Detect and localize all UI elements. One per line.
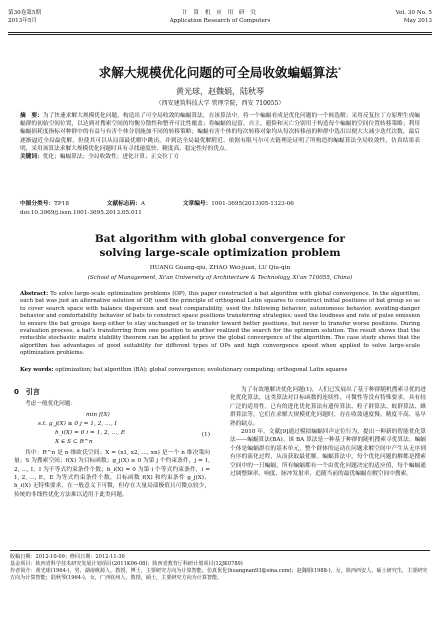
intro-sentence: 考虑一般优化问题： (25, 401, 77, 408)
equation-line: h_i(X) = 0 i = 1, 2, …, E (55, 429, 126, 436)
doc-code-field: 文献标志码：A (106, 201, 146, 207)
body-right-column (230, 386, 426, 478)
keywords-en-text: optimization; bat algorithm (BA); global convergence; evolutionary computing; orthogonal Latin squares (55, 367, 348, 373)
keywords-en (20, 367, 420, 374)
footnote-bio: 作者简介：黄光球(1964-)，男，湖南桃源人，教授，博士，主要研究方向为计算智能、仿真优化(huangnan93@sina.com)；赵魏娟(1988-)，女，陕西西安人，硕士研究生，主要研究方向为计算智能；陆秋琴(1964-)，女，广西钦州人，教授，硕士，主要研究方向为计算智能。 (10, 568, 428, 581)
running-header (8, 6, 432, 33)
paragraph: 2010 年，文献[9]通过模拟蝙蝠回声定位行为，提出一种新的智能优化算法——蝙蝠算法(BA)。该 BA 算法是一种基于种群的随机搜索寻优算法。蝙蝠个体是蝙蝠群在的基本单元，整个群体的运动在问题求解空间中产生从无序到有序的演化过程，从而获取最优解。蝙蝠算法中，每个优化问题的解都是搜索空间中的一只蝙蝠，所有蝙蝠都有一个由优化问题决定的适应值，每个蝙蝠通过调整频率、响度、脉冲发射率，追随当前的最优蝙蝠在解空间中搜索。 (230, 429, 426, 478)
equation-line: X ∈ S ⊂ R^n (55, 438, 93, 445)
date-cn: 2013年5月 (8, 18, 37, 24)
classification-line (20, 200, 420, 208)
footnote-fund: 基金项目：陕西省科学技术研究发展计划项目(2011K06-08)；陕西省教育厅科研计划项目(12JK0789) (10, 561, 243, 567)
authors-en: HUANG Guang-qiu, ZHAO Wei-juan, LU Qiu-qin (149, 265, 291, 271)
header-center (8, 9, 432, 25)
paragraph: 为了有效地解决优化问题(1)，人们已发展出了基于种群随机搜索寻优的进化优化算法，这类算法对目标函数的连续性、可微性等没有特殊要求，具有较广泛的适用性。已有的进化优化算法有遗传算法、粒子群算法、蚁群算法、蜂群算法等，它们在求解大规模优化问题时，存在收敛速度慢、精度不高、易早熟的缺点。 (230, 387, 426, 427)
title-text: 求解大规模优化问题的可全局收敛蝙蝠算法 (98, 65, 338, 80)
paper-title-cn (0, 62, 440, 81)
article-no-field: 文章编号：1001-3695(2013)05-1323-06 (182, 201, 294, 207)
abstract-cn-label: 摘 要： (20, 113, 43, 119)
affiliation-en: (School of Management, Xi'an University of Architecture & Technology, Xi'an 710055, China) (87, 275, 353, 281)
title-footnote-mark: * (337, 65, 342, 74)
journal-name-cn: 计 算 机 应 用 研 究 (182, 10, 258, 16)
abstract-en-text: To solve large-scale optimization problems (OP), this paper constructed a bat algorithm with global convergence. In the algorithm, each bat was just an alternative solution of OP, used the principle of orthogonal Latin squares to construct initial positions of bat group so as to cover search space with balance dispersion and neat comparability, used the following behavior, autonomous behavior, avoiding-danger behavior and comfortability behavior of bats to construct space positions transferring strategies; used the loudness and rate of pulse emission to ensure the bat groups keep either to stay unchanged or to transfer toward better positions, but never to transfer worse positions. During evaluation process, a bat's transferring from one position to another realized the search for the optimum solution. The result shows that the reducible stochastic matrix stability theorem can be applied to prove the global convergence of the algorithm. The case study shows that the algorithm has advantages of good suitability for different types of OPs and high convergence speed when applied to solve large-scale optimization problems. (20, 291, 421, 357)
equation-1 (38, 411, 210, 447)
header-right (396, 9, 432, 25)
authors-cn: 黄光球，赵魏娟，陆秋琴 (176, 87, 264, 96)
equation-line: s.t. g_j(X) ≥ 0 j = 1, 2, …, I (38, 420, 117, 427)
equation-number: (1) (201, 431, 210, 438)
volume-cn: 第30卷第5期 (8, 10, 42, 16)
abstract-en-label: Abstract: (20, 291, 49, 297)
volume-en: Vol. 30 No. 5 (395, 10, 432, 16)
doi-value: 10.3969/j.issn.1001-3695.2013.05.011 (30, 210, 142, 216)
doi-line (20, 209, 420, 217)
header-double-rule (8, 34, 432, 35)
section-heading: 0 引言 (14, 388, 40, 396)
keywords-cn-label: 关键词： (20, 154, 43, 161)
keywords-cn-text: 优化；蝙蝠算法；全局收敛性；进化计算；正交拉丁方 (42, 154, 180, 161)
abstract-en (20, 291, 420, 358)
abstract-cn-text: 为了快速求解大规模优化问题，构造出了可全局收敛的蝙蝠算法。在该算法中，将一个蝙蝠看成是优化问题的一个候选解；采用反复拉丁方原理生成蝙蝠群的初始空间位置，以达到对搜索空间的均衡分散性和整齐可比性覆盖；将蝙蝠的逗留、自主、避险和灭亡分别用于构造每个蝙蝠的空间位置转移策略；利用蝙蝠损耗度指标对种群中的有益与有害个体分别施加不同的转移策略；蝙蝠有害个体的每次转移对象均从每次转移前的种群中选出以便大大减少迭代次数，最后逐渐逼近全局最优解，但使其可以从局部最优解中跳出，并到达全局最优解附近。依据有限马尔可夫链理论证明了所构造的蝙蝠算法全局收敛性，仿真结果表明，采用该算法求解大规模优化问题时具有寻找速度快、精度高、稳定性好的优点。 (20, 113, 420, 152)
footnote-received: 收稿日期：2012-10-09；修回日期：2012-11-30 (10, 554, 125, 560)
paper-title-en: Bat algorithm with global convergence for solving large-scale optimization problem (94, 233, 346, 259)
doi-label: doi: (20, 210, 31, 216)
clc-field: 中图分类号：TP18 (20, 201, 69, 207)
keywords-cn (20, 153, 420, 161)
affiliation-cn: （西安建筑科技大学 管理学院，西安 710055） (155, 100, 285, 107)
body-left-column (14, 386, 210, 499)
abstract-cn (20, 112, 420, 161)
journal-name-en: Application Research of Computers (169, 18, 271, 24)
keywords-en-label: Key words: (20, 367, 54, 373)
footnotes (10, 550, 430, 582)
paragraph: 其中：R^n 是 n 维欧氏空间；X = (x1, x2, …, xn) 是一个 n 维决策向量；S 为搜索空间；f(X) 为目标函数；g_j(X) ≥ 0 为第 j 个约束条件，j = 1, 2, …, I，I 为不等式约束条件个数；h_i(X) = 0 为第 i 个等式约束条件，i = 1, 2, …, E，E 为等式约束条件个数。目标函数 f(X) 和约束条件 g_j(X)、h_i(X) 无特殊要求，在一般意义下可微，但存在大量局部极值且可微点较少，传统的非线性优化方法难以适用于此类问题。 (14, 449, 210, 498)
equation-line: min f(X) (86, 411, 110, 418)
date-en: May 2013 (403, 18, 432, 24)
